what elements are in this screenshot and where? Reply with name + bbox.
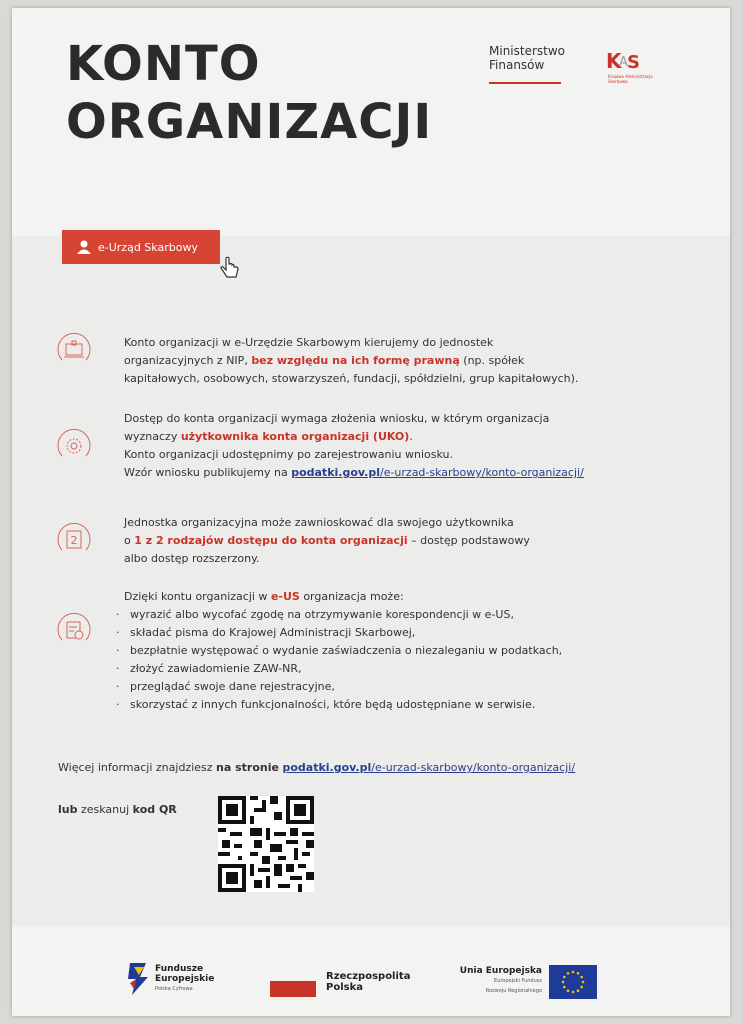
more-info-link[interactable] [282, 761, 575, 774]
section-4-intro [120, 588, 680, 606]
eu-line-2: Europejski Fundusz [494, 978, 542, 984]
clipboard-check-icon [54, 610, 94, 650]
ministry-line-2: Finansów [489, 58, 545, 72]
list-item: · przeglądać swoje dane rejestracyjne, [120, 678, 680, 696]
section-2-line-3: Konto organizacji udostępnimy po zarejestrowaniu wniosku. [124, 448, 453, 461]
section-3-line-2c: – dostęp podstawowy [407, 534, 530, 547]
section-2-highlight: użytkownika konta organizacji (UKO) [180, 430, 410, 443]
hand-cursor-icon [216, 254, 246, 284]
ministry-line-1: Ministerstwo [489, 44, 566, 58]
eus-button-label: e-Urząd Skarbowy [98, 240, 198, 254]
section-1-line-2a: organizacyjnych z NIP, [124, 354, 252, 367]
list-item: · bezpłatnie występować o wydanie zaświadczenia o niezaleganiu w podatkach, [120, 642, 680, 660]
section-2-line-2 [124, 428, 684, 446]
eu-flag-icon [549, 965, 597, 999]
section-3-line-2a: o [124, 534, 135, 547]
section-2-link-path: /e-urzad-skarbowy/konto-organizacji/ [379, 466, 584, 479]
section-2-line-4 [124, 464, 684, 482]
list-item: · skorzystać z innych funkcjonalności, które będą udostępniane w serwisie. [120, 696, 680, 714]
svg-text:K: K [606, 49, 622, 73]
qr-label [58, 803, 177, 816]
poland-flag-icon [270, 980, 316, 997]
kas-logo-icon [602, 44, 672, 94]
section-2-line-1: Dostęp do konta organizacji wymaga złożenia wniosku, w którym organizacja [124, 412, 550, 425]
fundusze-line-3: Polska Cyfrowa [155, 986, 193, 992]
list-item: · składać pisma do Krajowej Administracji Skarbowej, [120, 624, 680, 642]
list-item: · wyrazić albo wycofać zgodę na otrzymywanie korespondencji w e-US, [120, 606, 680, 624]
poster [12, 8, 730, 1016]
number-two-icon [54, 520, 94, 560]
more-info-link-domain: podatki.gov.pl [282, 761, 372, 774]
section-1-highlight: bez względu na ich formę prawną [251, 354, 460, 367]
qr-code-icon[interactable] [218, 796, 314, 892]
section-2-link[interactable] [291, 466, 584, 479]
list-item: · złożyć zawiadomienie ZAW-NR, [120, 660, 680, 678]
section-2-text [124, 410, 684, 482]
kas-logo-text: Krajowa Administracja Skarbowa [608, 74, 653, 84]
svg-text:2: 2 [70, 534, 78, 547]
rzeczpospolita-logo-text [326, 971, 410, 993]
svg-text:S: S [627, 52, 640, 73]
ministry-underline [489, 82, 561, 84]
section-1-line-1: Konto organizacji w e-Urzędzie Skarbowym kierujemy do jednostek [124, 336, 494, 349]
section-1-text [124, 334, 684, 388]
ministry-logo [489, 44, 565, 72]
fundusze-line-1: Fundusze [155, 964, 204, 974]
fundusze-line-2: Europejskie [155, 974, 215, 984]
section-2-line-2c: . [409, 430, 413, 443]
section-2-link-domain: podatki.gov.pl [291, 466, 380, 479]
section-4-intro-c: organizacja może: [299, 590, 404, 603]
rp-line-2: Polska [326, 982, 363, 993]
section-2-line-2a: wyznaczy [124, 430, 181, 443]
eu-line-1: Unia Europejska [459, 966, 542, 976]
section-1-line-3: kapitałowych, osobowych, stowarzyszeń, fundacji, spółdzielni, grup kapitałowych). [124, 372, 579, 385]
rp-line-1: Rzeczpospolita [326, 971, 411, 982]
eus-button[interactable] [62, 230, 220, 264]
qr-label-code: kod QR [132, 803, 177, 816]
eu-line-3: Rozwoju Regionalnego [485, 988, 542, 994]
more-info-line [58, 761, 575, 774]
user-icon [76, 240, 92, 254]
more-info-bold: na stronie [216, 761, 279, 774]
section-1-line-2 [124, 352, 684, 370]
fundusze-logo-icon [124, 959, 152, 997]
section-2-line-4a: Wzór wniosku publikujemy na [124, 466, 292, 479]
eu-logo-text [458, 966, 542, 996]
section-1-line-2c: (np. spółek [459, 354, 525, 367]
svg-text:A: A [619, 55, 628, 70]
section-4-intro-a: Dzięki kontu organizacji w [124, 590, 271, 603]
more-info-link-path: /e-urzad-skarbowy/konto-organizacji/ [371, 761, 576, 774]
title-line-2: ORGANIZACJI [66, 94, 433, 150]
qr-label-middle: zeskanuj [77, 803, 133, 816]
title-line-1: KONTO [66, 36, 261, 92]
section-4-eus: e-US [270, 590, 300, 603]
benefits-list [120, 606, 680, 714]
laptop-lock-icon [54, 330, 94, 370]
fundusze-logo-text [155, 964, 214, 994]
gear-user-icon [54, 426, 94, 466]
section-3-highlight: 1 z 2 rodzajów dostępu do konta organizacji [134, 534, 408, 547]
section-3-line-2 [124, 532, 684, 550]
section-4-text [120, 588, 680, 714]
section-3-text [124, 514, 684, 568]
section-3-line-3: albo dostęp rozszerzony. [124, 552, 260, 565]
more-info-a: Więcej informacji znajdziesz [58, 761, 217, 774]
section-3-line-1: Jednostka organizacyjna może zawnioskować dla swojego użytkownika [124, 516, 514, 529]
qr-label-lub: lub [58, 803, 78, 816]
